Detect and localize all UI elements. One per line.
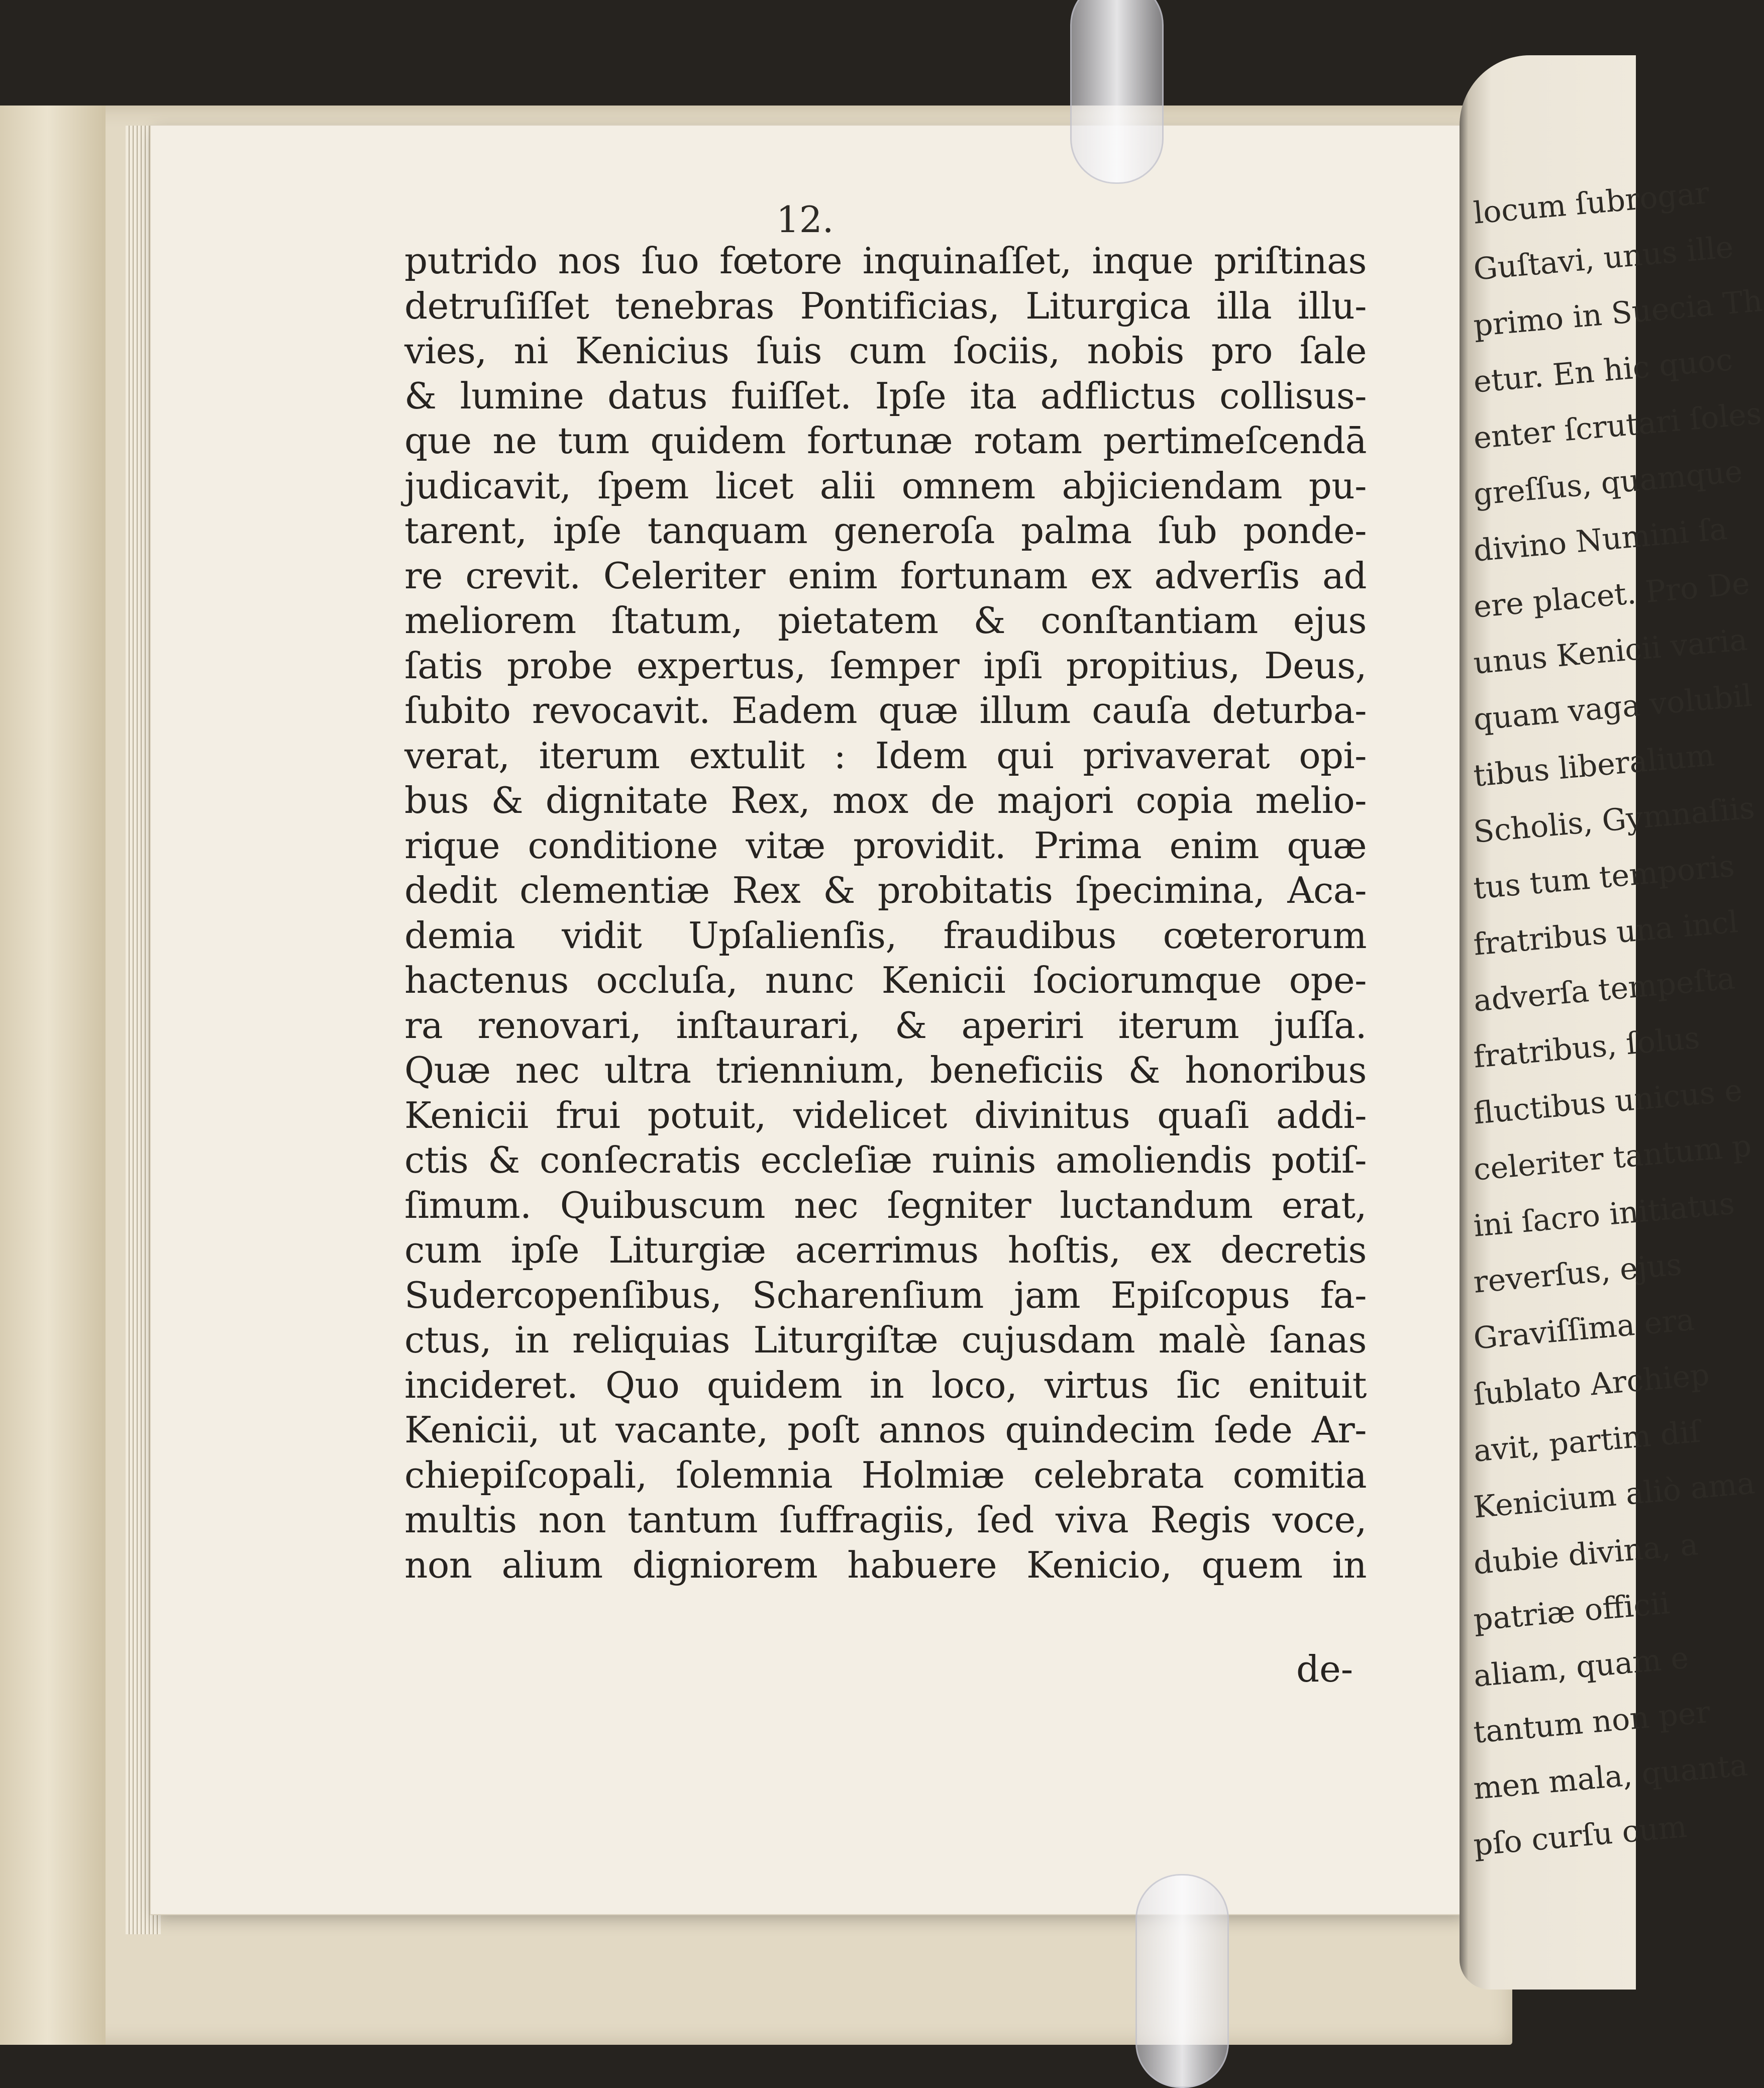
text-line: meliorem ſtatum, pietatem & conſtantiam ejus xyxy=(404,599,1367,642)
facing-text-line: primo in Suecia Th xyxy=(1472,283,1764,344)
book-spine-edge xyxy=(0,106,106,2045)
facing-text-line: locum ſubrogar xyxy=(1472,175,1711,231)
text-line: detruſiſſet tenebras Pontificias, Liturgica illa illu- xyxy=(404,284,1367,327)
facing-text-line: men mala, quanta xyxy=(1472,1747,1749,1807)
glass-clip-bottom xyxy=(1135,1874,1229,2088)
facing-text-line: adverſa tempeſta xyxy=(1472,961,1736,1019)
text-line: Kenicii frui potuit, videlicet divinitus quaſi addi- xyxy=(404,1094,1367,1136)
text-line: re crevit. Celeriter enim fortunam ex adverſis ad xyxy=(404,554,1367,597)
text-line: rique conditione vitæ providit. Prima enim quæ xyxy=(404,824,1367,867)
facing-text-line: enter ſcrutari ſoles xyxy=(1472,395,1763,456)
text-line: & lumine datus fuiſſet. Ipſe ita adflictus collisus- xyxy=(404,374,1367,417)
facing-text-line: ere placet. Pro De xyxy=(1472,566,1751,625)
facing-text-line: tibus liberalium xyxy=(1472,738,1716,794)
text-line: ſatis probe expertus, ſemper ipſi propitius, Deus, xyxy=(404,644,1367,687)
facing-text-line: etur. En hic quoc xyxy=(1472,342,1734,400)
text-line: bus & dignitate Rex, mox de majori copia melio- xyxy=(404,779,1367,821)
text-line: ctis & conſecratis eccleſiæ ruinis amoliendis potiſ- xyxy=(404,1139,1367,1181)
facing-text-line: fluctibus unicus e xyxy=(1472,1073,1744,1131)
text-line: Quæ nec ultra triennium, beneficiis & honoribus xyxy=(404,1049,1367,1091)
facing-text-line: Graviſſima era xyxy=(1472,1302,1696,1356)
facing-text-line: dubie divina, a xyxy=(1472,1527,1700,1582)
text-line: incideret. Quo quidem in loco, virtus ſic enituit xyxy=(404,1364,1367,1406)
text-line: dedit clementiæ Rex & probitatis ſpecimina, Aca- xyxy=(404,869,1367,911)
text-line: ſimum. Quibuscum nec ſegniter luctandum erat, xyxy=(404,1184,1367,1226)
text-line: ctus, in reliquias Liturgiſtæ cujusdam malè ſanas xyxy=(404,1319,1367,1361)
facing-text-line: tus tum temporis xyxy=(1472,848,1736,906)
text-line: verat, iterum extulit : Idem qui privaverat opi- xyxy=(404,734,1367,777)
text-line: Kenicii, ut vacante, poſt annos quindecim ſede Ar- xyxy=(404,1409,1367,1451)
facing-text-line: ſublato Archiep xyxy=(1472,1357,1711,1413)
page-text xyxy=(404,239,1367,1588)
facing-text-line: fratribus una incl xyxy=(1472,904,1740,963)
facing-text-line: tantum non per xyxy=(1472,1694,1712,1750)
facing-text-line: quam vaga volubil xyxy=(1472,678,1754,738)
facing-text-line: celeriter tantum p xyxy=(1472,1128,1753,1188)
facing-text-line: fratribus, ſolus xyxy=(1472,1020,1701,1075)
facing-text-line: avit, partim diſ xyxy=(1472,1414,1702,1469)
facing-text-line: Guſtavi, unus ille xyxy=(1472,229,1735,287)
facing-text-line: greſſus, quamque xyxy=(1472,454,1744,512)
facing-text-line: Kenicium aliò ama xyxy=(1472,1466,1756,1525)
facing-text-line: unus Kenicii varia xyxy=(1472,622,1749,681)
text-line: vies, ni Kenicius ſuis cum ſociis, nobis pro ſale xyxy=(404,330,1367,372)
text-line: tarent, ipſe tanquam generoſa palma ſub ponde- xyxy=(404,509,1367,552)
catchword: de- xyxy=(1296,1648,1354,1690)
text-line: ſubito revocavit. Eadem quæ illum cauſa deturba- xyxy=(404,689,1367,732)
text-line: chiepiſcopali, ſolemnia Holmiæ celebrata comitia xyxy=(404,1453,1367,1496)
facing-text-line: pſo curſu cum xyxy=(1472,1809,1689,1863)
page-number: 12. xyxy=(776,198,834,241)
glass-clip-top xyxy=(1070,0,1164,184)
text-line: non alium digniorem habuere Kenicio, quem in xyxy=(404,1543,1367,1586)
facing-text-line: ini ſacro initiatus xyxy=(1472,1186,1736,1244)
text-line: Sudercopenſibus, Scharenſium jam Epiſcopus fa- xyxy=(404,1274,1367,1316)
text-line: multis non tantum ſuffragiis, ſed viva Regis voce, xyxy=(404,1499,1367,1541)
text-line: que ne tum quidem fortunæ rotam pertimeſcendā xyxy=(404,420,1367,462)
facing-text-line: Scholis, Gymnaſiis xyxy=(1472,790,1756,850)
facing-text-line: divino Numini ſa xyxy=(1472,511,1729,569)
facing-text-line: patriæ officii xyxy=(1472,1586,1672,1638)
facing-text-line: aliam, quam e xyxy=(1472,1640,1690,1694)
text-line: judicavit, ſpem licet alii omnem abjiciendam pu- xyxy=(404,464,1367,507)
text-line: putrido nos ſuo fœtore inquinaſſet, inque priſtinas xyxy=(404,240,1367,282)
text-line: demia vidit Upſalienſis, fraudibus cœterorum xyxy=(404,914,1367,957)
facing-page xyxy=(1460,55,1764,1990)
text-line: cum ipſe Liturgiæ acerrimus hoſtis, ex decretis xyxy=(404,1229,1367,1271)
facing-text-line: reverſus, ejus xyxy=(1472,1246,1684,1300)
text-line: hactenus occluſa, nunc Kenicii ſociorumque ope- xyxy=(404,959,1367,1001)
text-line: ra renovari, inſtaurari, & aperiri iterum juſſa. xyxy=(404,1004,1367,1047)
